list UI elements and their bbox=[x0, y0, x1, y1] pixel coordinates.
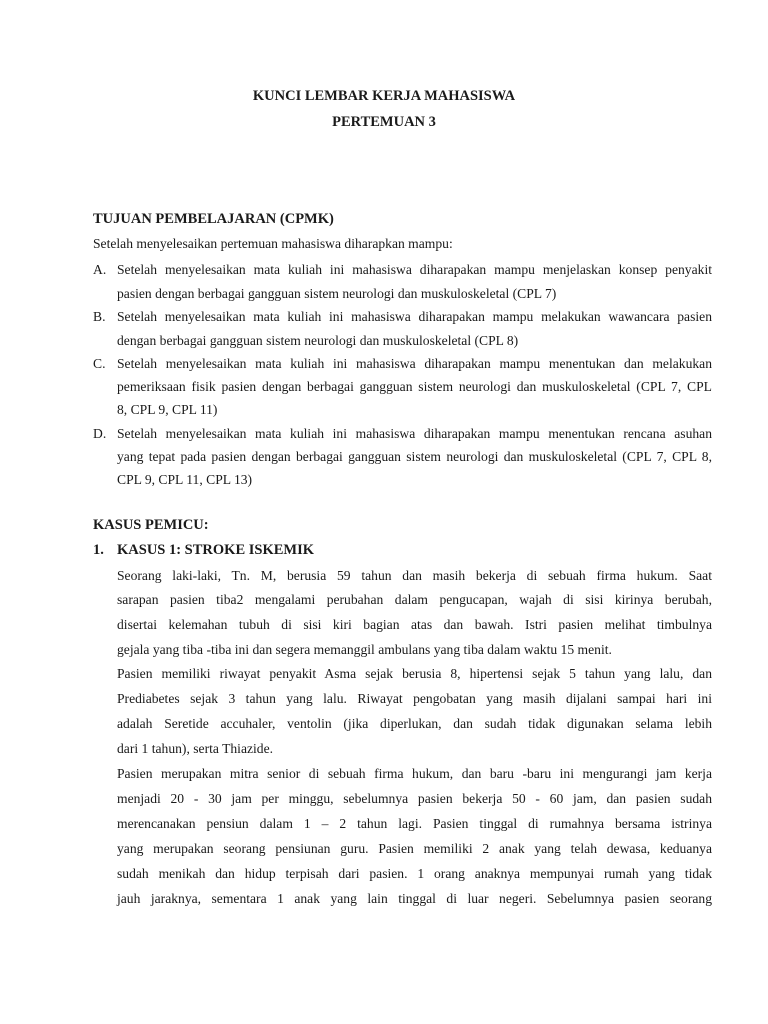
objective-c-line-2: pemeriksaan fisik pasien dengan berbagai gangguan sistem neurologi dan muskuloskeletal (CPL 7, CPL bbox=[117, 379, 712, 394]
objective-marker-d: D. bbox=[93, 426, 107, 441]
document-title: KUNCI LEMBAR KERJA MAHASISWA bbox=[252, 88, 516, 104]
objective-marker-b: B. bbox=[93, 309, 106, 324]
document-subtitle: PERTEMUAN 3 bbox=[332, 114, 436, 130]
objective-b-line-1: Setelah menyelesaikan mata kuliah ini mahasiswa diharapakan mampu melakukan wawancara pasien bbox=[117, 309, 712, 324]
objective-a-line-2: pasien dengan berbagai gangguan sistem neurologi dan muskuloskeletal (CPL 7) bbox=[117, 286, 557, 301]
case-paragraph-3-line-6: jauh jaraknya, sementara 1 anak yang lain tinggal di luar negeri. Sebelumnya pasien seorang bbox=[117, 891, 712, 906]
case-paragraph-1-line-2: sarapan pasien tiba2 mengalami perubahan dalam pengucapan, wajah di sisi kirinya berubah, bbox=[117, 592, 712, 607]
objective-b-line-2: dengan berbagai gangguan sistem neurologi dan muskuloskeletal (CPL 8) bbox=[117, 333, 519, 348]
objective-d-line-3: CPL 9, CPL 11, CPL 13) bbox=[117, 472, 253, 487]
case-paragraph-3-line-2: menjadi 20 - 30 jam per minggu, sebelumnya pasien bekerja 50 - 60 jam, dan pasien sudah bbox=[117, 791, 712, 806]
case-paragraph-3-line-3: merencanakan pensiun dalam 1 – 2 tahun lagi. Pasien tinggal di rumahnya bersama istrinya bbox=[117, 816, 712, 831]
case-paragraph-2-line-2: Prediabetes sejak 3 tahun yang lalu. Riwayat pengobatan yang masih dijalani sampai hari ini bbox=[117, 691, 712, 706]
cases-heading: KASUS PEMICU: bbox=[93, 517, 209, 533]
case-number: 1. bbox=[93, 542, 104, 558]
objective-c-line-3: 8, CPL 9, CPL 11) bbox=[117, 402, 218, 417]
objective-a-line-1: Setelah menyelesaikan mata kuliah ini mahasiswa diharapakan mampu menjelaskan konsep penyakit bbox=[117, 262, 712, 277]
objectives-heading: TUJUAN PEMBELAJARAN (CPMK) bbox=[93, 211, 334, 227]
objective-c-line-1: Setelah menyelesaikan mata kuliah ini mahasiswa diharapakan mampu menentukan dan melakukan bbox=[117, 356, 712, 371]
case-paragraph-1-line-3: disertai kelemahan tubuh di sisi kiri bagian atas dan bawah. Istri pasien melihat timbulnya bbox=[117, 617, 712, 632]
objective-marker-c: C. bbox=[93, 356, 106, 371]
case-paragraph-1-line-4: gejala yang tiba -tiba ini dan segera memanggil ambulans yang tiba dalam waktu 15 menit. bbox=[117, 642, 612, 657]
case-title: KASUS 1: STROKE ISKEMIK bbox=[117, 542, 315, 558]
objective-marker-a: A. bbox=[93, 262, 107, 277]
case-paragraph-3-line-5: sudah menikah dan hidup terpisah dari pasien. 1 orang anaknya mempunyai rumah yang tidak bbox=[117, 866, 712, 881]
case-paragraph-2-line-3: adalah Seretide accuhaler, ventolin (jika diperlukan, dan sudah tidak digunakan selama lebih bbox=[117, 716, 712, 731]
case-paragraph-1-line-1: Seorang laki-laki, Tn. M, berusia 59 tahun dan masih bekerja di sebuah firma hukum. Saat bbox=[117, 568, 712, 583]
objective-d-line-2: yang tepat pada pasien dengan berbagai gangguan sistem neurologi dan muskuloskeletal (CPL 7, CPL 8, bbox=[117, 449, 712, 464]
objective-d-line-1: Setelah menyelesaikan mata kuliah ini mahasiswa diharapakan mampu menentukan rencana asuhan bbox=[117, 426, 712, 441]
case-paragraph-3-line-4: yang merupakan seorang pensiunan guru. Pasien memiliki 2 anak yang telah dewasa, keduanya bbox=[117, 841, 712, 856]
objectives-intro: Setelah menyelesaikan pertemuan mahasiswa diharapkan mampu: bbox=[93, 236, 453, 251]
case-paragraph-2-line-4: dari 1 tahun), serta Thiazide. bbox=[117, 741, 274, 756]
case-paragraph-3-line-1: Pasien merupakan mitra senior di sebuah firma hukum, dan baru -baru ini mengurangi jam kerja bbox=[117, 766, 712, 781]
case-paragraph-2-line-1: Pasien memiliki riwayat penyakit Asma sejak berusia 8, hipertensi sejak 5 tahun yang lalu, dan bbox=[117, 666, 712, 681]
